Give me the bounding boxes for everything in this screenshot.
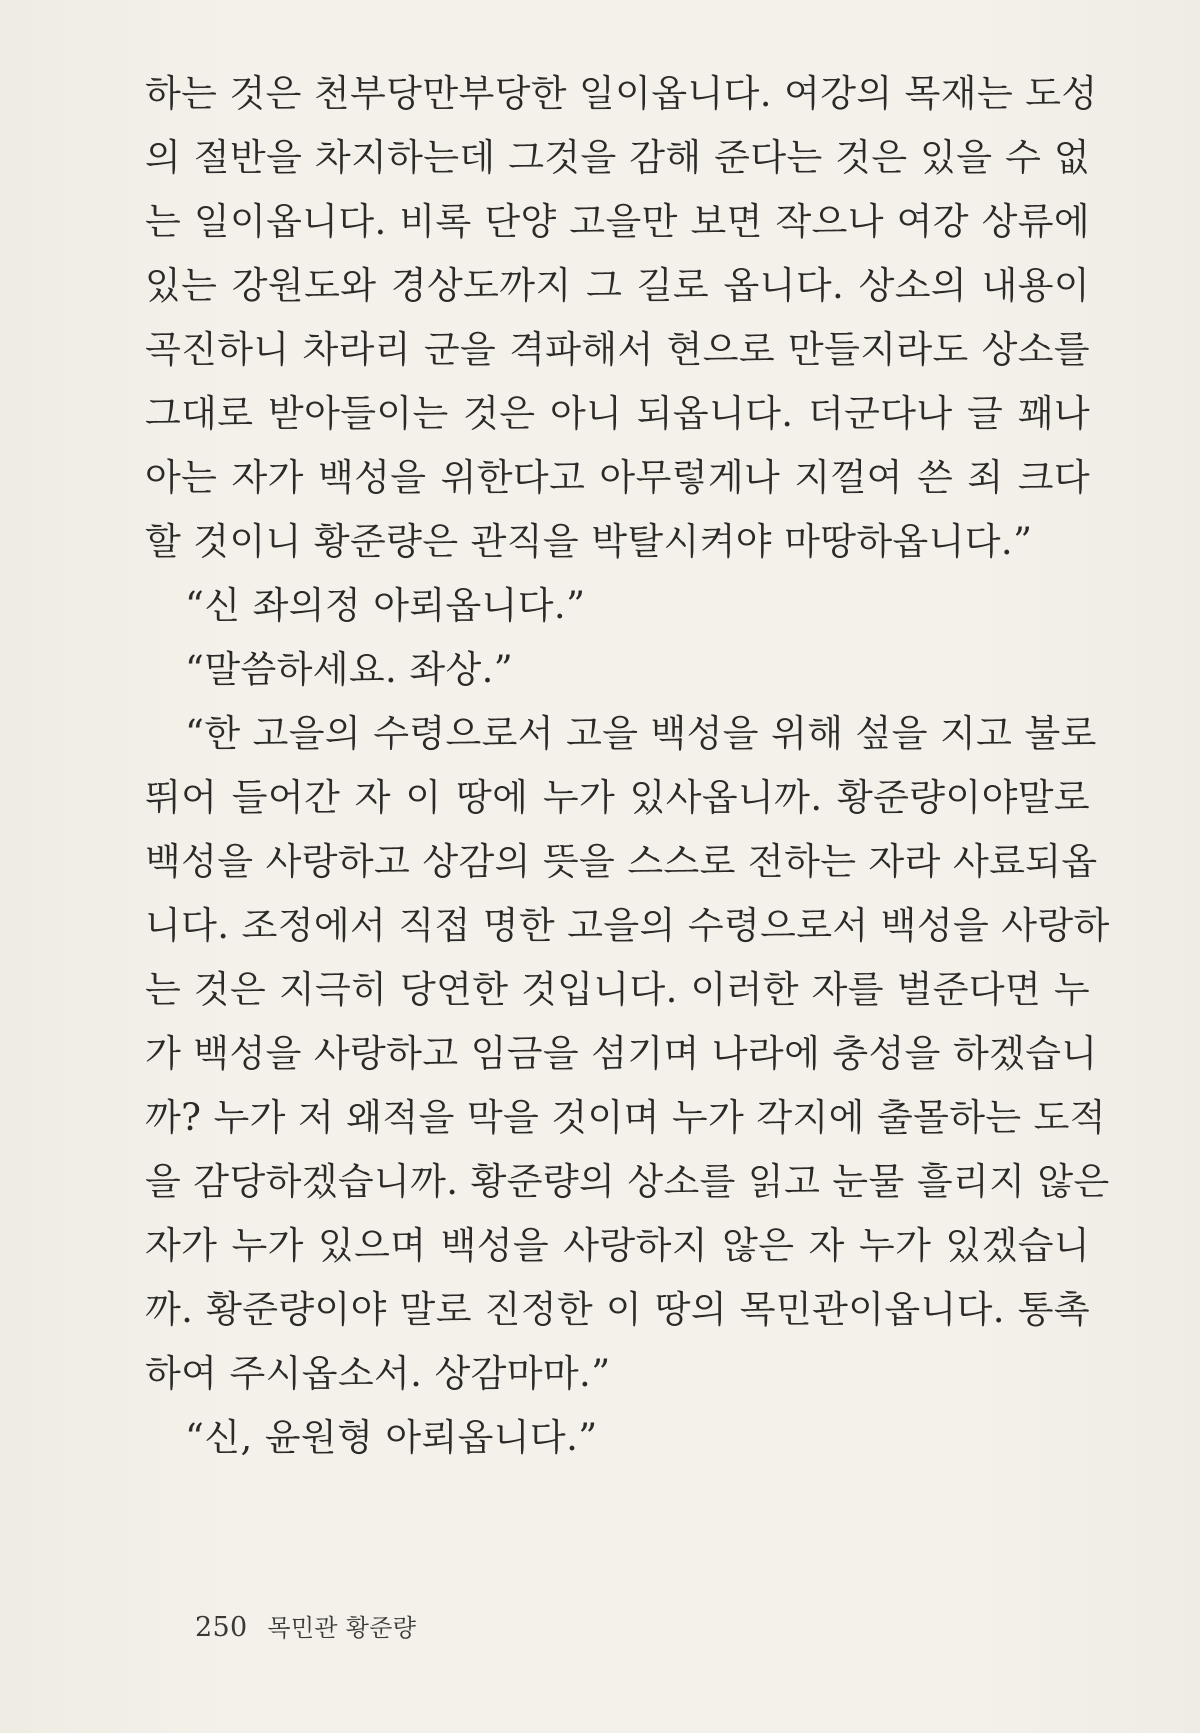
book-title: 목민관 황준량 (267, 1614, 417, 1642)
page-number: 250 (195, 1612, 248, 1643)
text-line: 가 백성을 사랑하고 임금을 섬기며 나라에 충성을 하겠습니 (145, 1032, 1098, 1075)
text-line: 아는 자가 백성을 위한다고 아무렇게나 지껄여 쓴 죄 크다 (145, 456, 1090, 499)
text-line: 백성을 사랑하고 상감의 뜻을 스스로 전하는 자라 사료되옵 (145, 840, 1098, 883)
page-footer (195, 1608, 416, 1643)
text-line: 까. 황준량이야 말로 진정한 이 땅의 목민관이옵니다. 통촉 (145, 1288, 1090, 1331)
text-line: 하는 것은 천부당만부당한 일이옵니다. 여강의 목재는 도성 (145, 72, 1098, 115)
text-line: 까? 누가 저 왜적을 막을 것이며 누가 각지에 출몰하는 도적 (145, 1096, 1106, 1139)
text-line: 그대로 받아들이는 것은 아니 되옵니다. 더군다나 글 꽤나 (145, 392, 1090, 435)
text-line: 는 일이옵니다. 비록 단양 고을만 보면 작으나 여강 상류에 (145, 200, 1090, 243)
text-line: 의 절반을 차지하는데 그것을 감해 준다는 것은 있을 수 없 (145, 136, 1090, 179)
text-line: “신, 윤원형 아뢰옵니다.” (185, 1416, 598, 1459)
text-line: 자가 누가 있으며 백성을 사랑하지 않은 자 누가 있겠습니 (145, 1224, 1090, 1267)
text-line: “신 좌의정 아뢰옵니다.” (185, 584, 586, 627)
text-line: 을 감당하겠습니까. 황준량의 상소를 읽고 눈물 흘리지 않은 (145, 1160, 1110, 1203)
text-line: 있는 강원도와 경상도까지 그 길로 옵니다. 상소의 내용이 (145, 264, 1090, 307)
text-line: 곡진하니 차라리 군을 격파해서 현으로 만들지라도 상소를 (145, 328, 1090, 371)
text-line: 할 것이니 황준량은 관직을 박탈시켜야 마땅하옵니다.” (145, 520, 1033, 563)
text-line: 하여 주시옵소서. 상감마마.” (145, 1352, 611, 1395)
body-text (145, 62, 1110, 1470)
text-line: 뛰어 들어간 자 이 땅에 누가 있사옵니까. 황준량이야말로 (145, 776, 1090, 819)
text-line: 니다. 조정에서 직접 명한 고을의 수령으로서 백성을 사랑하 (145, 904, 1110, 947)
text-line: 는 것은 지극히 당연한 것입니다. 이러한 자를 벌준다면 누 (145, 968, 1090, 1011)
text-line: “말씀하세요. 좌상.” (185, 648, 514, 691)
text-line: “한 고을의 수령으로서 고을 백성을 위해 섶을 지고 불로 (185, 712, 1097, 755)
